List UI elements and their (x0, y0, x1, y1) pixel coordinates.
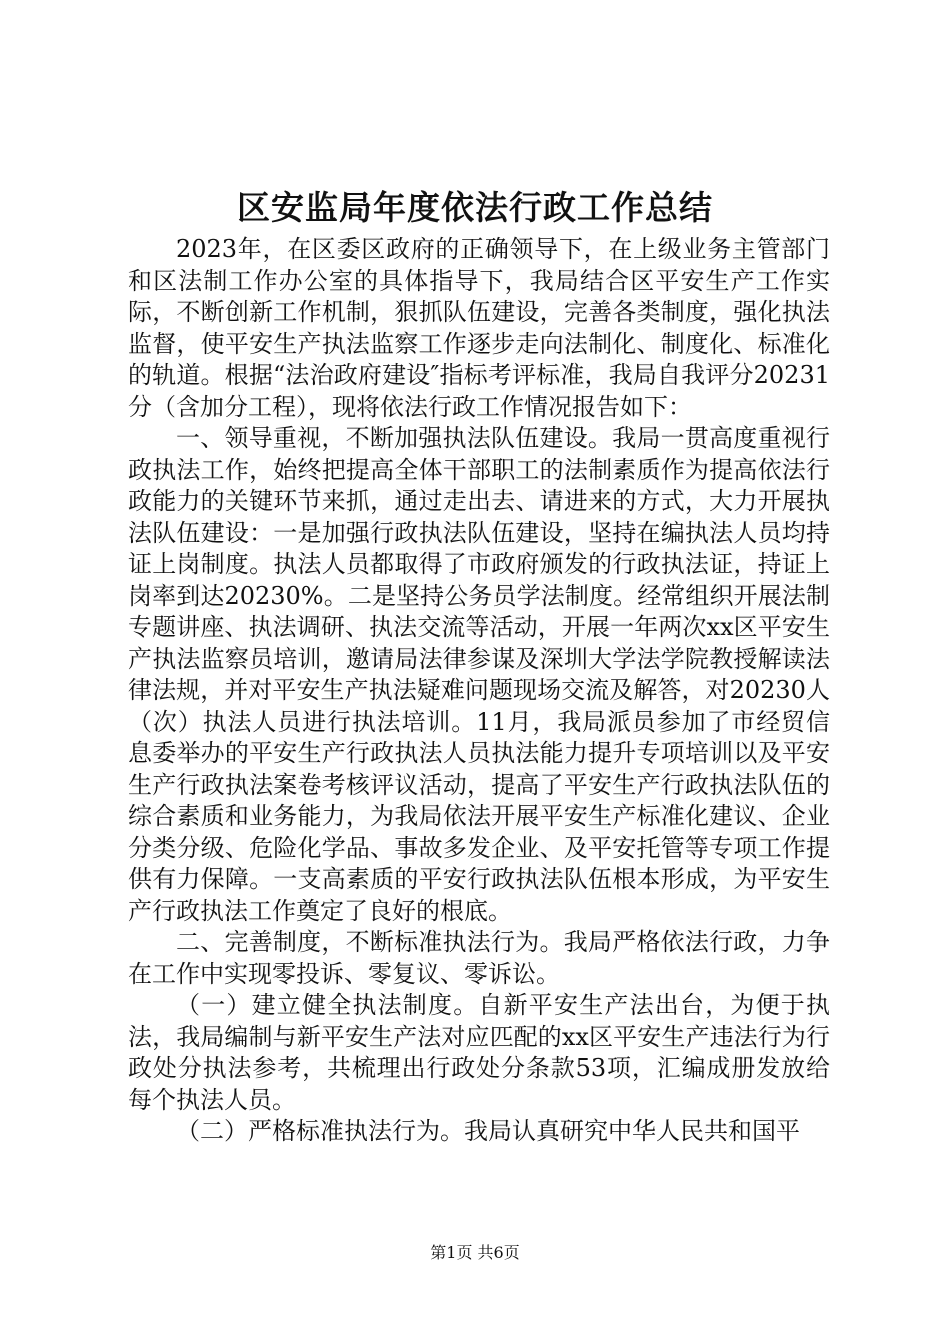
paragraph-section-2: 二、完善制度，不断标准执法行为。我局严格依法行政，力争在工作中实现零投诉、零复议、零诉讼。 (128, 928, 830, 988)
page-footer: 第1页 共6页 (430, 1243, 520, 1262)
paragraph-section-1: 一、领导重视，不断加强执法队伍建设。我局一贯高度重视行政执法工作，始终把提高全体干部职工的法制素质作为提高依法行政能力的关键环节来抓，通过走出去、请进来的方式，大力开展执法队伍建设：一是加强行政执法队伍建设，坚持在编执法人员均持证上岗制度。执法人员都取得了市政府颁发的行政执法证，持证上岗率到达20230%。二是坚持公务员学法制度。经常组织开展法制专题讲座、执法调研、执法交流等活动，开展一年两次xx区平安生产执法监察员培训，邀请局法律参谋及深圳大学法学院教授解读法律法规，并对平安生产执法疑难问题现场交流及解答，对20230人（次）执法人员进行执法培训。11月，我局派员参加了市经贸信息委举办的平安生产行政执法人员执法能力提升专项培训以及平安生产行政执法案卷考核评议活动，提高了平安生产行政执法队伍的综合素质和业务能力，为我局依法开展平安生产标准化建议、企业分类分级、危险化学品、事故多发企业、及平安托管等专项工作提供有力保障。一支高素质的平安行政执法队伍根本形成，为平安生产行政执法工作奠定了良好的根底。 (128, 424, 830, 925)
document-title: 区安监局年度依法行政工作总结 (237, 188, 713, 227)
document-body (128, 234, 830, 1148)
paragraph-subsection-1: （一）建立健全执法制度。自新平安生产法出台，为便于执法，我局编制与新平安生产法对应匹配的xx区平安生产违法行为行政处分执法参考，共梳理出行政处分条款53项，汇编成册发放给每个执法人员。 (128, 991, 830, 1114)
paragraph-intro: 2023年，在区委区政府的正确领导下，在上级业务主管部门和区法制工作办公室的具体指导下，我局结合区平安生产工作实际，不断创新工作机制，狠抓队伍建设，完善各类制度，强化执法监督，使平安生产执法监察工作逐步走向法制化、制度化、标准化的轨道。根据“法治政府建设″指标考评标准，我局自我评分20231分（含加分工程），现将依法行政工作情况报告如下： (128, 235, 830, 421)
paragraph-subsection-2: （二）严格标准执法行为。我局认真研究中华人民共和国平 (176, 1117, 800, 1145)
